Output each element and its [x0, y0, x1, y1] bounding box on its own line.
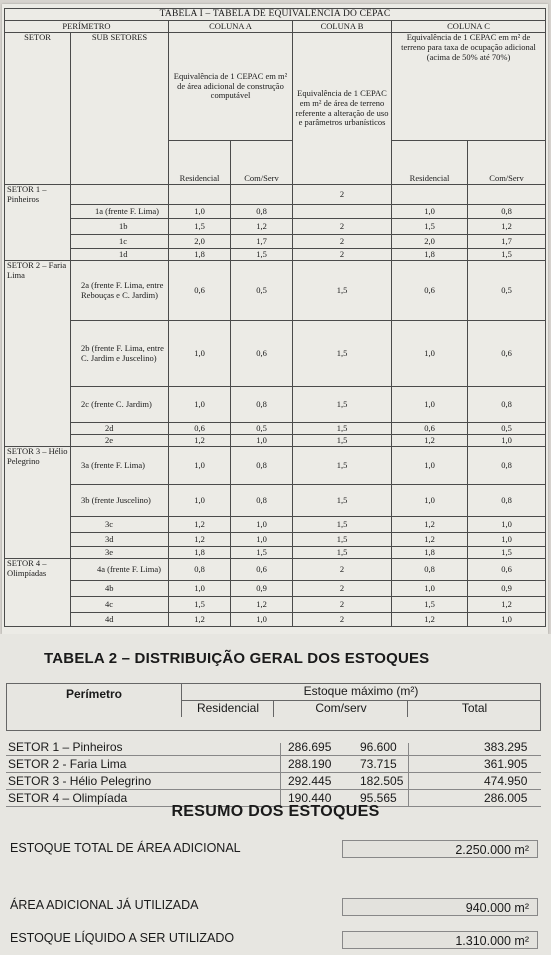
value-cell: 1,5	[293, 517, 392, 533]
value-cell: 2	[293, 235, 392, 249]
table-row	[5, 205, 546, 219]
value-cell: 0,5	[468, 261, 546, 321]
comserv-header: Com/serv	[273, 700, 408, 717]
value-cell: 2,0	[392, 235, 468, 249]
table-row	[5, 559, 546, 581]
coluna-a-header: COLUNA A	[169, 21, 293, 33]
table-row	[5, 387, 546, 423]
subsetor-cell: 2b (frente F. Lima, entre C. Jardim e Juscelino)	[71, 321, 169, 387]
perimetro-header: Perímetro	[65, 687, 123, 701]
table-row	[5, 435, 546, 447]
subsetor-cell: 2d	[71, 423, 169, 435]
value-cell: 1,5	[293, 447, 392, 485]
residencial-cell: 288.190	[288, 757, 332, 771]
table-row	[5, 261, 546, 321]
table2-header	[6, 683, 541, 731]
value-cell: 2,0	[169, 235, 231, 249]
value-cell: 1,0	[468, 533, 546, 547]
value-cell: 1,5	[293, 321, 392, 387]
value-cell: 1,7	[468, 235, 546, 249]
value-cell: 1,5	[392, 219, 468, 235]
value-cell: 1,0	[231, 435, 293, 447]
subsetor-cell: 4b	[71, 581, 169, 597]
value-cell: 0,5	[231, 423, 293, 435]
coluna-b-description: Equivalência de 1 CEPAC em m² de área de terreno referente a alteração de uso e parâmetros urbanísticos	[293, 33, 392, 185]
value-cell: 1,0	[231, 613, 293, 627]
setor-2-label: SETOR 2 – Faria Lima	[5, 261, 71, 447]
value-cell: 1,0	[231, 533, 293, 547]
subsetor-cell: 4a (frente F. Lima)	[71, 559, 169, 581]
value-cell: 1,5	[293, 423, 392, 435]
value-cell: 1,5	[293, 435, 392, 447]
setor-cell: SETOR 4 – Olimpíada	[8, 791, 128, 805]
subsetor-cell: 2c (frente C. Jardim)	[71, 387, 169, 423]
subsetor-cell: 2a (frente F. Lima, entre Rebouças e C. Jardim)	[71, 261, 169, 321]
value-cell: 1,0	[231, 517, 293, 533]
value-cell: 0,6	[169, 261, 231, 321]
value-cell: 1,5	[231, 249, 293, 261]
value-cell: 2	[293, 581, 392, 597]
value-cell: 1,5	[293, 261, 392, 321]
column-divider	[408, 743, 409, 807]
subsetor-cell: 4d	[71, 613, 169, 627]
setor-1-label: SETOR 1 – Pinheiros	[5, 185, 71, 261]
coluna-a-description: Equivalência de 1 CEPAC em m² de área adicional de construção computável	[169, 33, 293, 141]
value-cell: 1,2	[392, 533, 468, 547]
table-row	[5, 581, 546, 597]
value-cell: 1,8	[392, 547, 468, 559]
table-row	[5, 423, 546, 435]
table-row	[5, 185, 546, 205]
table1-title: TABELA I – TABELA DE EQUIVALÊNCIA DO CEPAC	[5, 9, 546, 21]
value-cell: 1,5	[293, 547, 392, 559]
value-cell: 1,0	[468, 613, 546, 627]
comserv-cell: 95.565	[360, 791, 397, 805]
value-cell: 1,0	[392, 581, 468, 597]
equivalence-table	[4, 8, 546, 627]
setor-header: SETOR	[5, 33, 71, 185]
value-cell: 0,8	[468, 447, 546, 485]
total-cell: 361.905	[484, 757, 528, 771]
value-cell: 2	[293, 249, 392, 261]
residencial-cell: 292.445	[288, 774, 332, 788]
value-cell: 0,8	[392, 559, 468, 581]
table-row	[5, 235, 546, 249]
value-cell: 0,6	[392, 423, 468, 435]
estoque-total-value: 2.250.000 m²	[342, 840, 538, 858]
value-cell: 1,5	[293, 387, 392, 423]
value-cell: 0,6	[231, 559, 293, 581]
table-row	[5, 517, 546, 533]
value-cell: 0,6	[468, 559, 546, 581]
value-cell: 1,2	[169, 517, 231, 533]
value-cell: 0,5	[231, 261, 293, 321]
value-cell: 1,5	[293, 533, 392, 547]
subsetor-cell: 3a (frente F. Lima)	[71, 447, 169, 485]
subsetor-cell: 1a (frente F. Lima)	[71, 205, 169, 219]
perimetro-header: PERÍMETRO	[5, 21, 169, 33]
value-cell: 1,0	[468, 435, 546, 447]
value-cell: 1,0	[169, 387, 231, 423]
value-cell: 2	[293, 185, 392, 205]
coluna-b-header: COLUNA B	[293, 21, 392, 33]
value-cell: 1,0	[392, 485, 468, 517]
value-cell: 2	[293, 559, 392, 581]
value-cell: 0,5	[468, 423, 546, 435]
total-cell: 474.950	[484, 774, 528, 788]
comserv-cell: 73.715	[360, 757, 397, 771]
table-row	[5, 249, 546, 261]
distribution-table	[6, 683, 541, 807]
value-cell: 1,0	[392, 205, 468, 219]
area-utilizada-value: 940.000 m²	[342, 898, 538, 916]
subsetor-cell: 3d	[71, 533, 169, 547]
table-row	[6, 739, 541, 756]
value-cell: 1,8	[169, 249, 231, 261]
a-comserv-header: Com/Serv	[231, 141, 293, 185]
value-cell: 1,5	[468, 547, 546, 559]
value-cell: 0,8	[231, 485, 293, 517]
value-cell: 1,2	[392, 613, 468, 627]
value-cell: 1,5	[468, 249, 546, 261]
value-cell: 1,2	[468, 219, 546, 235]
area-utilizada-label: ÁREA ADICIONAL JÁ UTILIZADA	[10, 898, 199, 912]
value-cell: 1,0	[392, 321, 468, 387]
value-cell: 0,9	[231, 581, 293, 597]
value-cell: 0,8	[231, 447, 293, 485]
value-cell: 2	[293, 613, 392, 627]
subsetor-cell: 3b (frente Juscelino)	[71, 485, 169, 517]
setor-cell: SETOR 2 - Faria Lima	[8, 757, 127, 771]
value-cell: 1,5	[169, 219, 231, 235]
value-cell: 2	[293, 219, 392, 235]
value-cell: 1,0	[392, 387, 468, 423]
c-residencial-header: Residencial	[392, 141, 468, 185]
total-header: Total	[407, 700, 541, 717]
value-cell: 1,8	[169, 547, 231, 559]
value-cell	[468, 185, 546, 205]
estoque-header: Estoque máximo (m²)	[181, 684, 540, 700]
value-cell: 1,0	[169, 581, 231, 597]
value-cell: 0,8	[468, 387, 546, 423]
comserv-cell: 182.505	[360, 774, 404, 788]
value-cell: 0,9	[468, 581, 546, 597]
value-cell: 0,8	[231, 387, 293, 423]
value-cell	[392, 185, 468, 205]
subsetores-header: SUB SETORES	[71, 33, 169, 185]
table-row	[6, 756, 541, 773]
table-row	[5, 219, 546, 235]
value-cell: 1,2	[392, 517, 468, 533]
subsetor-cell: 1c	[71, 235, 169, 249]
value-cell: 1,2	[169, 533, 231, 547]
subsetor-cell: 1d	[71, 249, 169, 261]
value-cell: 1,2	[231, 219, 293, 235]
value-cell: 0,8	[468, 485, 546, 517]
value-cell: 1,0	[169, 447, 231, 485]
estoque-liquido-label: ESTOQUE LÍQUIDO A SER UTILIZADO	[10, 931, 235, 945]
value-cell: 1,7	[231, 235, 293, 249]
value-cell: 1,2	[169, 613, 231, 627]
table-row	[5, 321, 546, 387]
value-cell: 1,2	[392, 435, 468, 447]
value-cell: 1,0	[468, 517, 546, 533]
value-cell: 0,8	[231, 205, 293, 219]
table-row	[5, 597, 546, 613]
coluna-c-header: COLUNA C	[392, 21, 546, 33]
comserv-cell: 96.600	[360, 740, 397, 754]
resumo-title: RESUMO DOS ESTOQUES	[171, 803, 380, 820]
value-cell: 0,8	[169, 559, 231, 581]
table-row	[6, 773, 541, 790]
value-cell: 1,5	[169, 597, 231, 613]
subsetor-cell: 3e	[71, 547, 169, 559]
value-cell: 1,0	[169, 205, 231, 219]
table2-body	[6, 739, 541, 807]
a-residencial-header: Residencial	[169, 141, 231, 185]
table2-title: TABELA 2 – DISTRIBUIÇÃO GERAL DOS ESTOQUES	[44, 650, 430, 667]
value-cell: 0,6	[468, 321, 546, 387]
subsetor-cell: 4c	[71, 597, 169, 613]
value-cell: 1,5	[293, 485, 392, 517]
subsetor-cell: 1b	[71, 219, 169, 235]
residencial-cell: 190.440	[288, 791, 332, 805]
value-cell: 0,6	[231, 321, 293, 387]
value-cell	[231, 185, 293, 205]
value-cell: 1,0	[169, 485, 231, 517]
table-row	[5, 447, 546, 485]
value-cell: 1,0	[392, 447, 468, 485]
value-cell: 1,2	[231, 597, 293, 613]
value-cell	[169, 185, 231, 205]
residencial-header: Residencial	[181, 700, 274, 717]
total-cell: 383.295	[484, 740, 528, 754]
setor-cell: SETOR 1 – Pinheiros	[8, 740, 123, 754]
column-divider	[280, 743, 281, 807]
estoque-total-label: ESTOQUE TOTAL DE ÁREA ADICIONAL	[10, 841, 241, 855]
value-cell: 0,6	[169, 423, 231, 435]
value-cell: 0,8	[468, 205, 546, 219]
value-cell: 1,2	[169, 435, 231, 447]
table-row	[5, 485, 546, 517]
subsetor-cell: 3c	[71, 517, 169, 533]
total-cell: 286.005	[484, 791, 528, 805]
setor-3-label: SETOR 3 – Hélio Pelegrino	[5, 447, 71, 559]
estoque-liquido-value: 1.310.000 m²	[342, 931, 538, 949]
value-cell	[293, 205, 392, 219]
coluna-c-description: Equivalência de 1 CEPAC em m² de terreno para taxa de ocupação adicional (acima de 50% até 70%)	[392, 33, 546, 141]
value-cell: 1,0	[169, 321, 231, 387]
table-row	[5, 613, 546, 627]
setor-4-label: SETOR 4 – Olimpíadas	[5, 559, 71, 627]
value-cell: 1,8	[392, 249, 468, 261]
setor-cell: SETOR 3 - Hélio Pelegrino	[8, 774, 152, 788]
value-cell: 1,5	[392, 597, 468, 613]
table-row	[5, 547, 546, 559]
value-cell: 2	[293, 597, 392, 613]
value-cell: 1,2	[468, 597, 546, 613]
table-row	[5, 533, 546, 547]
subsetor-cell	[71, 185, 169, 205]
c-comserv-header: Com/Serv	[468, 141, 546, 185]
subsetor-cell: 2e	[71, 435, 169, 447]
residencial-cell: 286.695	[288, 740, 332, 754]
value-cell: 0,6	[392, 261, 468, 321]
value-cell: 1,5	[231, 547, 293, 559]
